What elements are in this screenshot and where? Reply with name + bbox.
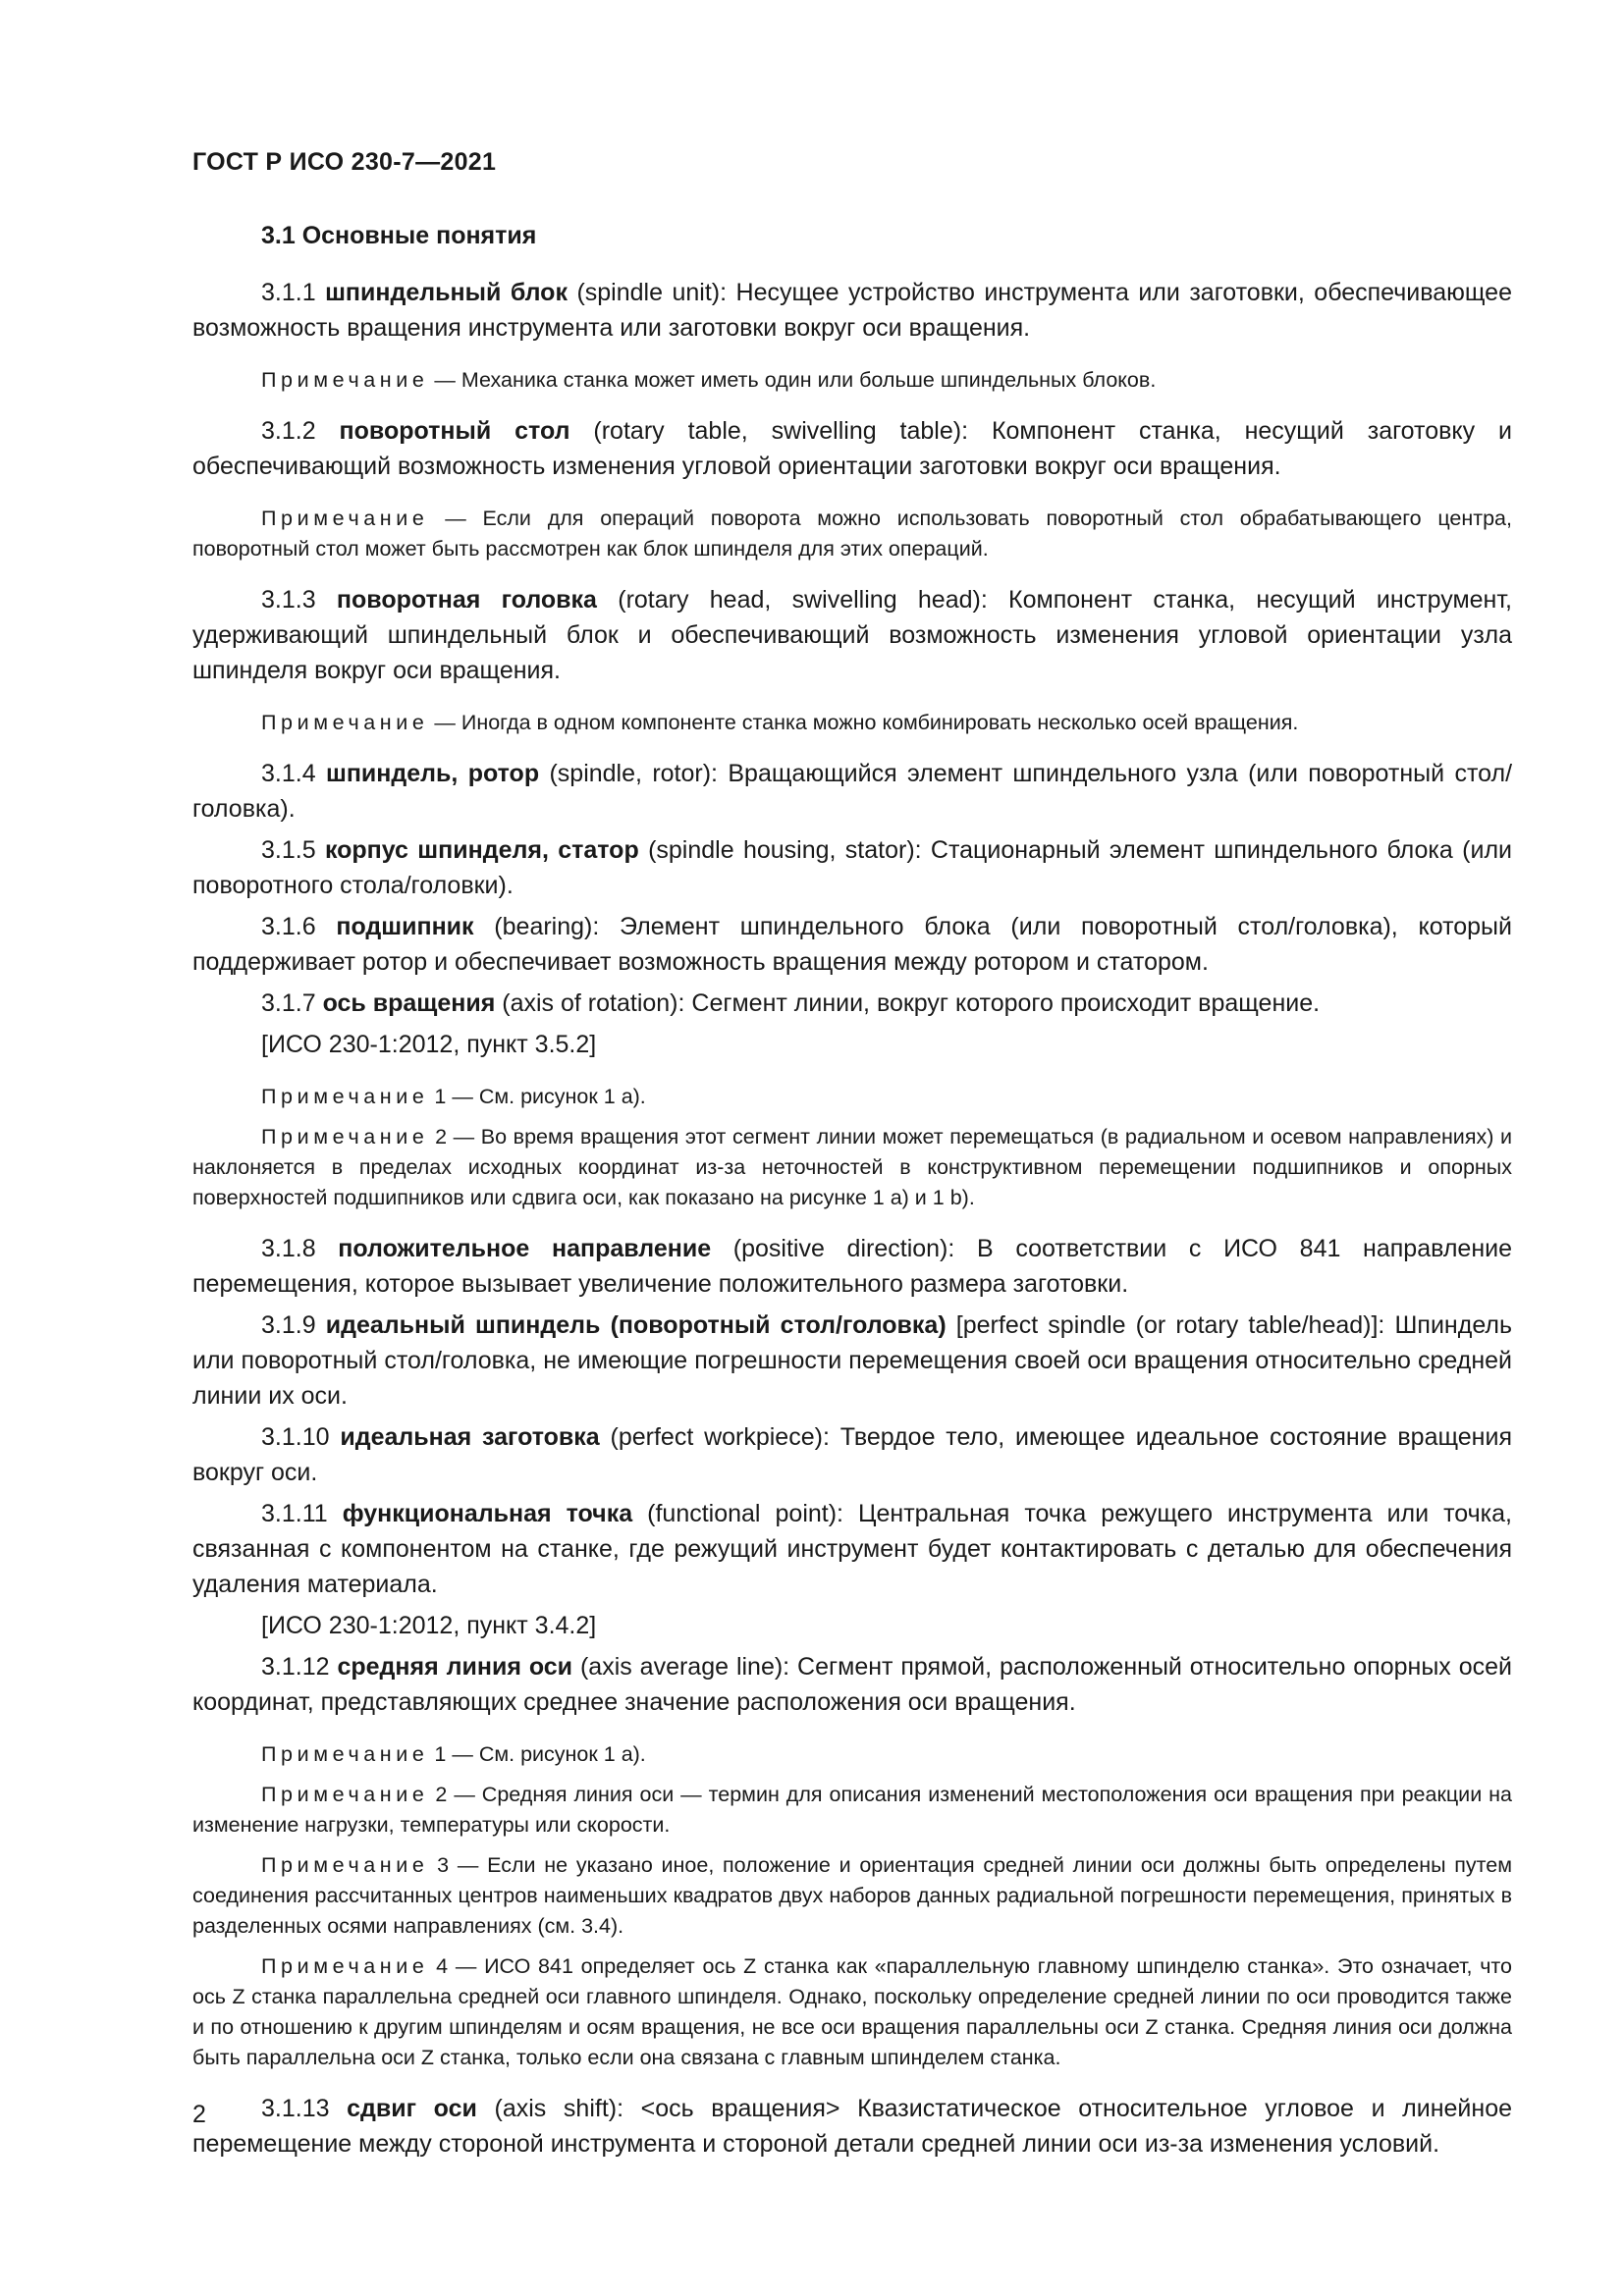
note-text: 1 — См. рисунок 1 а). [428,1742,646,1766]
term-number: 3.1.9 [261,1311,316,1339]
term-definition [192,832,1512,903]
term-definition [192,1649,1512,1720]
note-text: — Если для операций поворота можно использовать поворотный стол обрабатывающего центра, поворотный стол может быть рассмотрен как блок шпинделя для этих операций. [192,507,1512,561]
term-name: корпус шпинделя, статор [324,836,639,864]
term-definition [192,1308,1512,1414]
term-name: поворотный стол [339,417,570,445]
term-definition [192,1231,1512,1302]
term-text: (axis shift): <ось вращения> Квазистатическое относительное угловое и линейное перемещение между стороной инструмента и стороной детали средней линии оси из-за изменения условий. [192,2095,1512,2158]
document-header: ГОСТ Р ИСО 230-7—2021 [192,148,497,176]
term-text: (spindle housing, stator): Стационарный элемент шпиндельного блока (или поворотного стола/головки). [192,836,1512,899]
note [192,1780,1512,1841]
note-label: Примечание [261,1742,429,1766]
term-text: (spindle, rotor): Вращающийся элемент шпиндельного узла (или поворотный стол/головка). [192,760,1513,823]
note-text: — Механика станка может иметь один или больше шпиндельных блоков. [428,368,1157,392]
term-name: шпиндельный блок [325,279,568,306]
note [192,1850,1512,1942]
note-label: Примечание [261,368,429,392]
note-text: — Иногда в одном компоненте станка можно комбинировать несколько осей вращения. [428,711,1299,734]
term-number: 3.1.1 [261,279,316,306]
term-text: (functional point): Центральная точка режущего инструмента или точка, связанная с компонентом на станке, где режущий инструмент будет контактировать с деталью для обеспечения удаления материала. [192,1500,1512,1598]
note-label: Примечание [261,1954,429,1978]
term-number: 3.1.12 [261,1653,330,1681]
term-definition [192,582,1512,688]
term-number: 3.1.11 [261,1500,328,1527]
note-label: Примечание [261,1853,429,1877]
term-name: функциональная точка [342,1500,633,1527]
term-text: (perfect workpiece): Твердое тело, имеющее идеальное состояние вращения вокруг оси. [192,1423,1512,1486]
term-definition [192,986,1512,1021]
term-number: 3.1.10 [261,1423,330,1451]
term-number: 3.1.13 [261,2095,330,2122]
note-text: 1 — См. рисунок 1 а). [428,1085,646,1108]
term-text: (rotary head, swivelling head): Компонент станка, несущий инструмент, удерживающий шпиндельный блок и обеспечивающий возможность изменения угловой ориентации узла шпинделя вокруг оси вращения. [192,586,1512,684]
note [192,1951,1512,2073]
term-name: подшипник [336,913,474,940]
note-text: 2 — Средняя линия оси — термин для описания изменений местоположения оси вращения при реакции на изменение нагрузки, температуры или скорости. [192,1783,1512,1837]
term-text: (spindle unit): Несущее устройство инструмента или заготовки, обеспечивающее возможность вращения инструмента или заготовки вокруг оси вращения. [192,279,1512,342]
term-definition [192,413,1512,484]
note [192,1082,1512,1112]
note-label: Примечание [261,1125,429,1148]
term-number: 3.1.3 [261,586,316,614]
term-definition [192,1419,1512,1490]
term-name: положительное направление [338,1235,712,1262]
document-body [192,218,1512,2167]
term-number: 3.1.5 [261,836,316,864]
term-text: (axis average line): Сегмент прямой, расположенный относительно опорных осей координат, представляющих среднее значение расположения оси вращения. [192,1653,1512,1716]
note-label: Примечание [261,711,429,734]
note-text: 3 — Если не указано иное, положение и ориентация средней линии оси должны быть определены путем соединения рассчитанных центров наименьших квадратов двух наборов данных радиальной погрешности перемещения, принятых в разделенных осями направлениях (см. 3.4). [192,1853,1512,1938]
term-definition [192,2091,1512,2162]
term-text: (bearing): Элемент шпиндельного блока (или поворотный стол/головка), который поддерживает ротор и обеспечивает возможность вращения между ротором и статором. [192,913,1512,976]
term-name: ось вращения [322,989,496,1017]
term-name: идеальная заготовка [340,1423,600,1451]
term-definition [192,1496,1512,1602]
note-label: Примечание [261,1085,429,1108]
term-text: (positive direction): В соответствии с ИСО 841 направление перемещения, которое вызывает увеличение положительного размера заготовки. [192,1235,1512,1298]
note-label: Примечание [261,1783,429,1806]
term-text: (axis of rotation): Сегмент линии, вокруг которого происходит вращение. [495,989,1321,1017]
term-number: 3.1.4 [261,760,316,787]
term-definition [192,275,1512,346]
source-reference: [ИСО 230-1:2012, пункт 3.5.2] [261,1031,597,1058]
note [192,1739,1512,1770]
note-text: 2 — Во время вращения этот сегмент линии может перемещаться (в радиальном и осевом направлениях) и наклоняется в пределах исходных координат из-за неточностей в конструктивном перемещении подшипников и опорных поверхностей подшипников или сдвига оси, как показано на рисунке 1 а) и 1 b). [192,1125,1512,1209]
term-name: шпиндель, ротор [325,760,540,787]
term-number: 3.1.8 [261,1235,316,1262]
term-name: сдвиг оси [347,2095,477,2122]
term-number: 3.1.6 [261,913,316,940]
term-text: (rotary table, swivelling table): Компонент станка, несущий заготовку и обеспечивающий возможность изменения угловой ориентации заготовки вокруг оси вращения. [192,417,1512,480]
section-title: 3.1 Основные понятия [261,222,537,249]
term-name: средняя линия оси [337,1653,573,1681]
note [192,1122,1512,1213]
note [192,365,1512,396]
term-definition [192,756,1512,827]
note [192,708,1512,738]
term-number: 3.1.2 [261,417,316,445]
note-label: Примечание [261,507,429,530]
page-number: 2 [192,2101,206,2128]
term-name: идеальный шпиндель (поворотный стол/головка) [325,1311,947,1339]
term-definition [192,909,1512,980]
term-number: 3.1.7 [261,989,316,1017]
note-text: 4 — ИСО 841 определяет ось Z станка как «параллельную главному шпинделю станка». Это означает, что ось Z станка параллельна средней оси главного шпинделя. Однако, поскольку определение средней линии по оси проводится также и по отношению к другим шпинделям и осям вращения, не все оси вращения параллельны оси Z станка. Средняя линия оси должна быть параллельна оси Z станка, только если она связана с главным шпинделем станка. [192,1954,1512,2069]
term-text: [perfect spindle (or rotary table/head)]: Шпиндель или поворотный стол/головка, не имеющие погрешности перемещения своей оси вращения относительно средней линии их оси. [192,1311,1513,1410]
source-reference: [ИСО 230-1:2012, пункт 3.4.2] [261,1612,597,1639]
term-name: поворотная головка [336,586,597,614]
note [192,504,1512,564]
